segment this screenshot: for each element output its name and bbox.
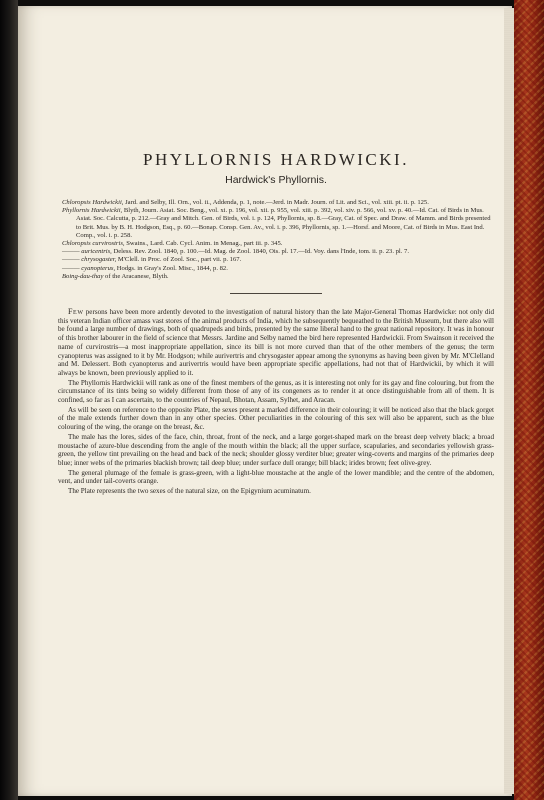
synonym-entry [58,240,494,248]
body-paragraph: The Plate represents the two sexes of the natural size, on the Epigynium acuminatum. [68,487,311,496]
synonym-entry [58,207,494,240]
marbled-cover-edge [514,0,544,800]
page-title: PHYLLORNIS HARDWICKI. [143,150,409,169]
synonym-entry [58,248,494,256]
synonymy-list [58,199,494,281]
synonym-reference: of the Aracanese, Blyth. [105,272,169,280]
page-fore-edge [504,8,514,794]
body-text [58,308,494,496]
body-paragraph: The Phyllornis Hardwickii will rank as one of the finest members of the genus, as it is interesting not only for its gay and fine colouring, but from the circumstance of its tints being so widely different from those of any of its congeners as to render it at once distinguishable from all of them. It is confined, so far as I can ascertain, to the countries of Nepaul, Bhotan, Assam, Sylhet, and Aracan. [58,378,494,405]
synonym-reference: M'Clell. in Proc. of Zool. Soc., part vii. p. 167. [117,256,242,264]
synonym-name: ——— cyanopterus, [62,264,116,272]
body-paragraph: As will be seen on reference to the opposite Plate, the sexes present a marked difference in their colouring; it will be noticed also that the black gorget of the male extends further down than in any other species. Other peculiarities in the colouring of this sex will also be apparent, such as the blue colouring of the wing, the orange on the breast, &c. [58,405,494,432]
synonym-name: Boing-dau-thay [62,272,104,280]
synonym-name: ——— chrysogaster, [62,256,117,264]
synonym-entry [58,265,494,273]
drop-word: Few [68,307,84,317]
synonym-name: ——— auricentris, [62,248,112,256]
synonym-reference: Deless. Rev. Zool. 1840, p. 100.—Id. Mag. de Zool. 1840, Ois. pl. 17.—Id. Voy. dans l'Inde, tom. ii. p. 23. pl. 7. [113,248,409,256]
paragraph-text: persons have been more ardently devoted to the investigation of natural history than the late Major-General Thomas Hardwicke: not only did this veteran Indian officer amass vast stores of the animal products of India, which he subsequently bequeathed to the British Museum, but there also will be found a large number of drawings, both of quadrupeds and birds, presented by the same liberal hand to the great national repository. It was in honour of this brother labourer in the field of science that Messrs. Jardine and Selby named the bird here represented Hardwickii. From Swainson it received the name of curvirostris—a most inappropriate appellation, since its bill is not more curved than that of the other members of the genus; the term cyanopterus was assigned to it by Mr. Hodgson; while aurivertris and chrysogaster appear among the synonyms as having been given by Mr. M'Clelland and M. Delessert. Both cyanopterus and aurivertris would have been appropriate specific appellations, had not that of Hardwickii, by which it will always be known, been previously applied to it. [58,308,494,377]
section-divider [230,293,322,294]
synonym-entry [58,256,494,264]
page-subtitle: Hardwick's Phyllornis. [225,174,327,186]
body-paragraph: The general plumage of the female is grass-green, with a light-blue moustache at the angle of the lower mandible; and the centre of the abdomen, vent, and under tail-coverts orange. [58,468,494,486]
synonym-reference: Blyth, Journ. Asiat. Soc. Beng., vol. xi. p. 196, vol. xii. p. 955, vol. xiii. p. 392, vol. xiv. p. 566, vol. xv. p. 40.—Id. Cat. of Birds in Mus. Asiat. Soc. Calcutta, p. 212.—Gray and Mitch. Gen. of Birds, vol. i. p. 124, Phyllornis, sp. 8.—Gray, Cat. of Spec. and Draw. of Mamm. and Birds presented to Brit. Mus. by B. H. Hodgson, Esq., p. 60.—Bonap. Consp. Gen. Av., vol. i. p. 396, Phyllornis, sp. 1.—Horsf. and Moore, Cat. of Birds in Mus. East Ind. Comp., vol. i. p. 258. [76,207,491,239]
synonym-reference: Swains., Lard. Cab. Cycl. Anim. in Menag., part iii. p. 345. [126,240,283,248]
synonym-reference: Jard. and Selby, Ill. Orn., vol. ii., Addenda, p. 1, note.—Jerd. in Madr. Journ. of Lit. and Sci., vol. xiii. pt. ii. p. 125. [125,199,429,206]
book-spine-shadow [0,0,18,800]
synonym-entry [58,273,494,281]
synonym-reference: Hodgs. in Gray's Zool. Misc., 1844, p. 82. [116,264,228,272]
synonym-name: Chloropsis Hardwickii, [62,199,124,206]
synonym-name: Chloropsis curvirostris, [62,240,125,248]
body-paragraph [58,308,494,378]
synonym-entry [58,199,494,207]
synonym-name: Phyllornis Hardwickii, [62,207,123,215]
page-content [58,150,494,497]
body-paragraph: The male has the lores, sides of the face, chin, throat, front of the neck, and a large gorget-shaped mark on the breast deep velvety black; a broad moustache of azure-blue descending from the angle of the mouth within the black; all the upper surface, scapularies, and secondaries yellowish grass-green, the yellow tint prevailing on the head and back of the neck; shoulder glossy verditer blue; greater wing-coverts and margins of the primaries deep blue; inner webs of the primaries blackish brown; tail deep blue; under surface dull orange; bill black; irides brown; feet olive-grey. [58,432,494,467]
